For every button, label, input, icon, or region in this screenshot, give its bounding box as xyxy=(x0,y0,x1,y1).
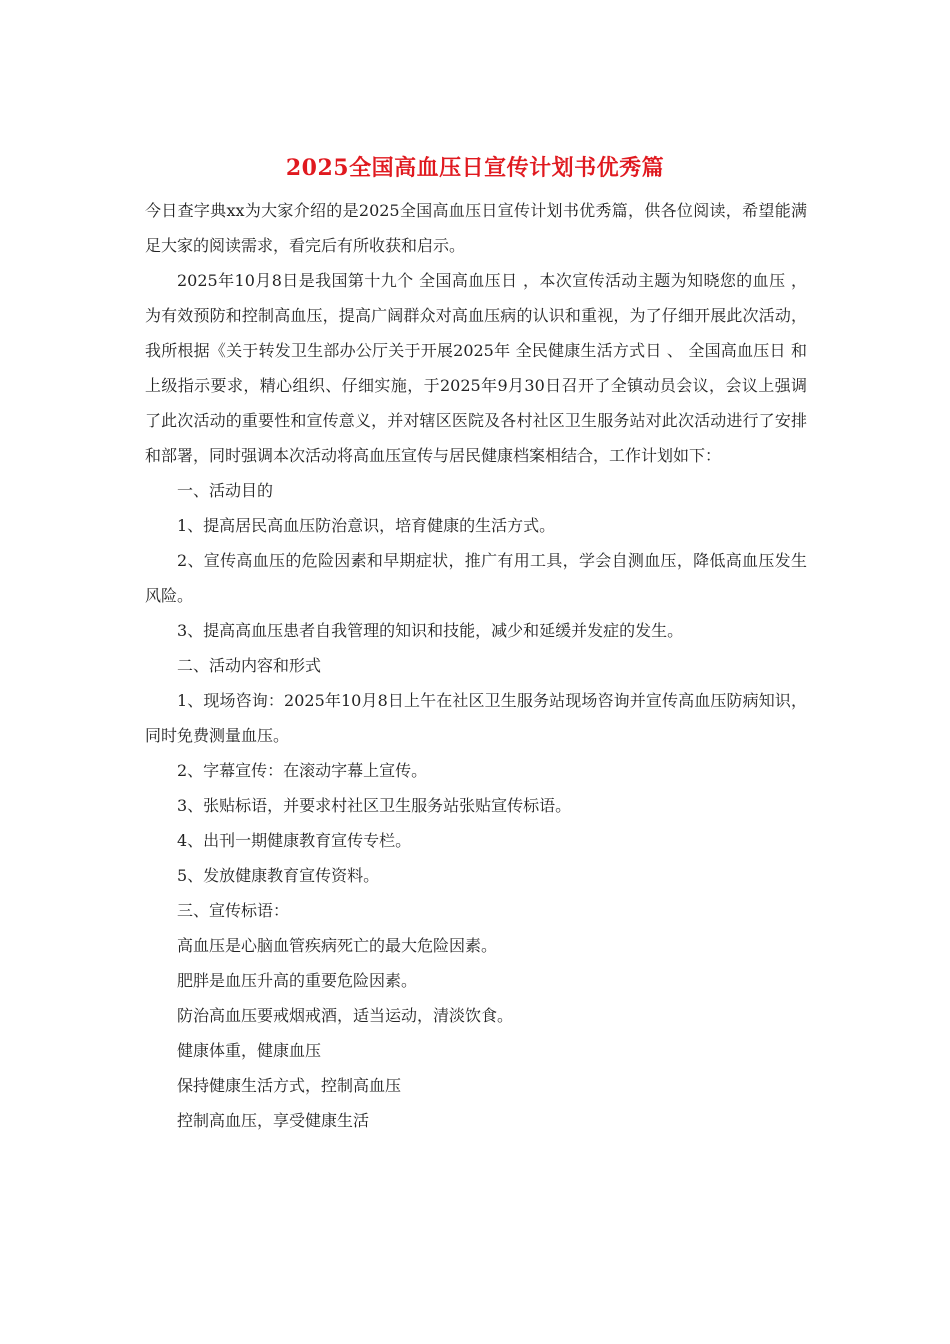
activity-item-1: 1、现场咨询：2025年10月8日上午在社区卫生服务站现场咨询并宣传高血压防病知识，同时免费测量血压。 xyxy=(145,691,807,745)
slogan-item: 肥胖是血压升高的重要危险因素。 xyxy=(177,971,418,990)
slogan-item: 健康体重，健康血压 xyxy=(177,1041,322,1060)
slogan-item: 控制高血压，享受健康生活 xyxy=(177,1111,370,1130)
activity-item-5: 5、发放健康教育宣传资料。 xyxy=(177,866,380,885)
activity-item-2: 2、字幕宣传：在滚动字幕上宣传。 xyxy=(177,761,428,780)
background-paragraph: 2025年10月8日是我国第十九个 全国高血压日 ，本次宣传活动主题为知晓您的血压 ，为有效预防和控制高血压，提高广阔群众对高血压病的认识和重视，为了仔细开展此次活动，我所根据《关于转发卫生部办公厅关于开展2025年 全民健康生活方式日 、 全国高血压日 和上级指示要求，精心组织、仔细实施，于2025年9月30日召开了全镇动员会议，会议上强调了此次活动的重要性和宣传意义，并对辖区医院及各村社区卫生服务站对此次活动进行了安排和部署，同时强调本次活动将高血压宣传与居民健康档案相结合，工作计划如下： xyxy=(145,271,807,465)
goal-item-1: 1、提高居民高血压防治意识，培育健康的生活方式。 xyxy=(177,516,556,535)
section-heading-activities: 二、活动内容和形式 xyxy=(177,656,322,675)
intro-paragraph: 今日查字典xx为大家介绍的是2025全国高血压日宣传计划书优秀篇，供各位阅读，希望能满足大家的阅读需求，看完后有所收获和启示。 xyxy=(145,201,807,255)
document-body xyxy=(145,193,807,1138)
goal-item-2: 2、宣传高血压的危险因素和早期症状，推广有用工具，学会自测血压，降低高血压发生风险。 xyxy=(145,551,807,605)
document-title: 2025全国高血压日宣传计划书优秀篇 xyxy=(285,155,665,181)
section-heading-slogans: 三、宣传标语： xyxy=(177,901,290,920)
slogan-item: 防治高血压要戒烟戒酒，适当运动，清淡饮食。 xyxy=(177,1006,514,1025)
activity-item-3: 3、张贴标语，并要求村社区卫生服务站张贴宣传标语。 xyxy=(177,796,572,815)
slogan-item: 保持健康生活方式，控制高血压 xyxy=(177,1076,402,1095)
slogan-item: 高血压是心脑血管疾病死亡的最大危险因素。 xyxy=(177,936,498,955)
section-heading-goals: 一、活动目的 xyxy=(177,481,274,500)
goal-item-3: 3、提高高血压患者自我管理的知识和技能，减少和延缓并发症的发生。 xyxy=(177,621,684,640)
activity-item-4: 4、出刊一期健康教育宣传专栏。 xyxy=(177,831,412,850)
